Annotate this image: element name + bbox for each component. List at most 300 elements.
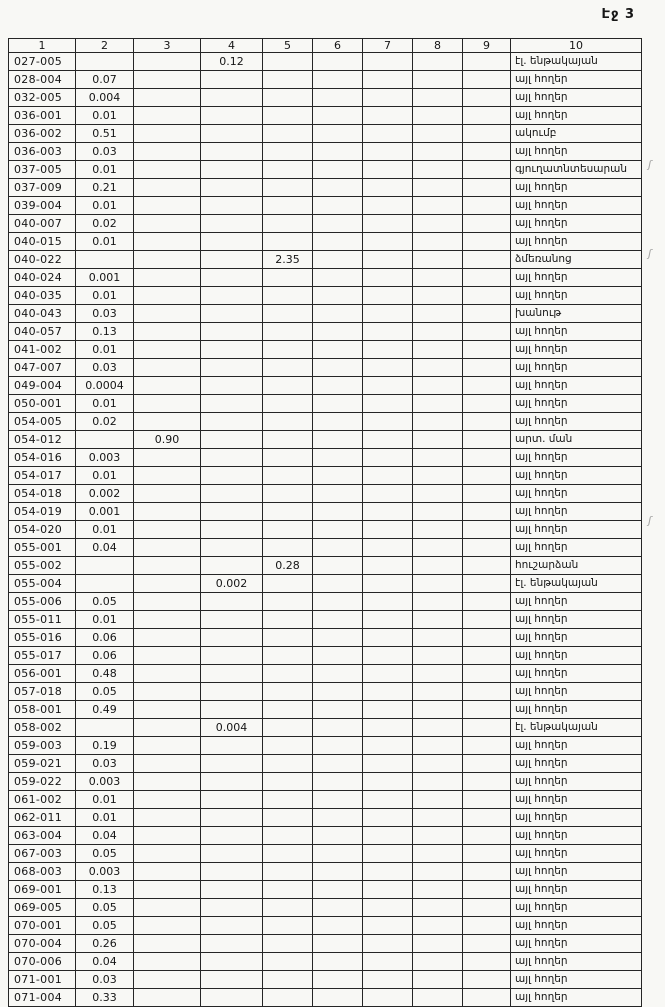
cell-parcel-code: 055-001 bbox=[9, 539, 76, 557]
cell-value bbox=[134, 701, 201, 719]
cell-value bbox=[363, 71, 413, 89]
table-row bbox=[9, 845, 642, 863]
cell-value bbox=[313, 431, 363, 449]
cell-value bbox=[363, 719, 413, 737]
cell-value bbox=[363, 755, 413, 773]
cell-value: 0.06 bbox=[76, 629, 134, 647]
cell-value bbox=[134, 323, 201, 341]
cell-value bbox=[134, 341, 201, 359]
cell-value bbox=[201, 557, 263, 575]
cell-value bbox=[313, 161, 363, 179]
cell-value bbox=[463, 323, 511, 341]
cell-value bbox=[463, 179, 511, 197]
cell-value: 0.003 bbox=[76, 773, 134, 791]
cell-value bbox=[363, 917, 413, 935]
cell-value bbox=[363, 215, 413, 233]
cell-value bbox=[313, 539, 363, 557]
table-row bbox=[9, 251, 642, 269]
cell-parcel-code: 054-005 bbox=[9, 413, 76, 431]
cell-value: 0.003 bbox=[76, 449, 134, 467]
cell-value bbox=[413, 917, 463, 935]
cell-land-use: այլ հողեր bbox=[511, 503, 642, 521]
cell-value bbox=[263, 665, 313, 683]
cell-value: 0.05 bbox=[76, 593, 134, 611]
cell-value bbox=[201, 431, 263, 449]
cell-value bbox=[134, 737, 201, 755]
cell-value: 0.01 bbox=[76, 161, 134, 179]
cell-value bbox=[263, 737, 313, 755]
cell-parcel-code: 059-003 bbox=[9, 737, 76, 755]
cell-value bbox=[201, 233, 263, 251]
cell-value bbox=[313, 377, 363, 395]
cell-value bbox=[413, 143, 463, 161]
cell-value bbox=[263, 125, 313, 143]
cell-value bbox=[313, 953, 363, 971]
cell-parcel-code: 070-004 bbox=[9, 935, 76, 953]
cell-value bbox=[201, 539, 263, 557]
cell-value bbox=[313, 647, 363, 665]
cell-value: 0.03 bbox=[76, 971, 134, 989]
cell-value bbox=[201, 197, 263, 215]
cell-value bbox=[263, 215, 313, 233]
cell-value bbox=[201, 413, 263, 431]
cell-value bbox=[313, 863, 363, 881]
cell-value bbox=[363, 233, 413, 251]
cell-parcel-code: 055-016 bbox=[9, 629, 76, 647]
cell-value bbox=[263, 701, 313, 719]
cell-value bbox=[413, 845, 463, 863]
cell-value bbox=[463, 575, 511, 593]
cell-value bbox=[201, 287, 263, 305]
cell-parcel-code: 054-019 bbox=[9, 503, 76, 521]
cell-land-use: այլ հողեր bbox=[511, 773, 642, 791]
cell-value bbox=[413, 503, 463, 521]
cell-value bbox=[313, 485, 363, 503]
cell-value: 0.01 bbox=[76, 107, 134, 125]
cell-value bbox=[263, 233, 313, 251]
cell-value bbox=[201, 125, 263, 143]
cell-value bbox=[413, 521, 463, 539]
cell-value bbox=[413, 467, 463, 485]
cell-value bbox=[413, 89, 463, 107]
table-row bbox=[9, 359, 642, 377]
table-row bbox=[9, 341, 642, 359]
cell-land-use: այլ հողեր bbox=[511, 341, 642, 359]
cell-value bbox=[363, 413, 413, 431]
cell-value bbox=[413, 935, 463, 953]
cell-value bbox=[201, 485, 263, 503]
cell-value bbox=[263, 935, 313, 953]
table-row bbox=[9, 449, 642, 467]
cell-value bbox=[201, 683, 263, 701]
cell-parcel-code: 055-002 bbox=[9, 557, 76, 575]
cell-value bbox=[201, 269, 263, 287]
cell-parcel-code: 047-007 bbox=[9, 359, 76, 377]
cell-value: 0.21 bbox=[76, 179, 134, 197]
cell-parcel-code: 041-002 bbox=[9, 341, 76, 359]
cell-value: 0.05 bbox=[76, 899, 134, 917]
cell-value bbox=[263, 431, 313, 449]
cell-value bbox=[463, 143, 511, 161]
cell-value bbox=[413, 827, 463, 845]
cell-value bbox=[134, 197, 201, 215]
cell-value bbox=[201, 449, 263, 467]
table-row bbox=[9, 413, 642, 431]
table-row bbox=[9, 233, 642, 251]
cell-value bbox=[463, 359, 511, 377]
cell-value bbox=[263, 179, 313, 197]
table-row bbox=[9, 953, 642, 971]
cell-value bbox=[413, 251, 463, 269]
cell-parcel-code: 040-035 bbox=[9, 287, 76, 305]
table-header-row bbox=[9, 39, 642, 53]
cell-value bbox=[201, 503, 263, 521]
cell-value bbox=[413, 53, 463, 71]
cell-value bbox=[463, 53, 511, 71]
table-row bbox=[9, 107, 642, 125]
cell-value bbox=[313, 935, 363, 953]
cell-value bbox=[363, 557, 413, 575]
cell-parcel-code: 054-020 bbox=[9, 521, 76, 539]
cell-value bbox=[201, 791, 263, 809]
cell-value: 0.02 bbox=[76, 215, 134, 233]
cell-value bbox=[363, 521, 413, 539]
cell-value: 0.002 bbox=[201, 575, 263, 593]
cell-parcel-code: 057-018 bbox=[9, 683, 76, 701]
cell-value bbox=[413, 971, 463, 989]
cell-value bbox=[134, 773, 201, 791]
cell-value bbox=[313, 611, 363, 629]
cell-value bbox=[463, 809, 511, 827]
cell-value: 0.0004 bbox=[76, 377, 134, 395]
column-header-9: 9 bbox=[463, 39, 511, 53]
cell-value bbox=[134, 629, 201, 647]
cell-value bbox=[413, 863, 463, 881]
cell-value bbox=[463, 665, 511, 683]
cell-value bbox=[263, 269, 313, 287]
cell-land-use: այլ հողեր bbox=[511, 215, 642, 233]
cell-value bbox=[201, 467, 263, 485]
cell-value: 0.001 bbox=[76, 503, 134, 521]
cell-value bbox=[463, 539, 511, 557]
cell-value bbox=[463, 845, 511, 863]
cell-value bbox=[201, 989, 263, 1007]
cell-value: 0.90 bbox=[134, 431, 201, 449]
cell-value bbox=[134, 539, 201, 557]
cell-value bbox=[134, 881, 201, 899]
cell-value bbox=[134, 71, 201, 89]
cell-value: 0.03 bbox=[76, 305, 134, 323]
cell-value bbox=[134, 53, 201, 71]
cell-value bbox=[463, 683, 511, 701]
cell-value bbox=[463, 413, 511, 431]
cell-value bbox=[363, 539, 413, 557]
cell-value bbox=[413, 899, 463, 917]
cell-parcel-code: 071-001 bbox=[9, 971, 76, 989]
cell-land-use: այլ հողեր bbox=[511, 107, 642, 125]
cell-value bbox=[413, 71, 463, 89]
cell-value bbox=[313, 395, 363, 413]
cell-value bbox=[313, 413, 363, 431]
cell-value bbox=[201, 593, 263, 611]
cell-value bbox=[413, 557, 463, 575]
cell-value bbox=[313, 557, 363, 575]
table-row bbox=[9, 89, 642, 107]
cell-value bbox=[263, 755, 313, 773]
cell-value bbox=[76, 251, 134, 269]
cell-value bbox=[263, 413, 313, 431]
table-row bbox=[9, 377, 642, 395]
cell-land-use: այլ հողեր bbox=[511, 467, 642, 485]
cell-value bbox=[363, 485, 413, 503]
cell-value bbox=[463, 341, 511, 359]
cell-value bbox=[313, 593, 363, 611]
cell-value bbox=[463, 737, 511, 755]
cell-value bbox=[363, 359, 413, 377]
column-header-8: 8 bbox=[413, 39, 463, 53]
cell-value bbox=[263, 503, 313, 521]
cell-parcel-code: 040-043 bbox=[9, 305, 76, 323]
cell-value bbox=[201, 359, 263, 377]
cell-value bbox=[313, 305, 363, 323]
cell-value bbox=[201, 377, 263, 395]
cell-value bbox=[363, 107, 413, 125]
cell-value bbox=[363, 305, 413, 323]
table-row bbox=[9, 971, 642, 989]
cell-value bbox=[363, 953, 413, 971]
cell-parcel-code: 070-001 bbox=[9, 917, 76, 935]
table-row bbox=[9, 917, 642, 935]
cell-land-use: այլ հողեր bbox=[511, 593, 642, 611]
cell-value bbox=[413, 665, 463, 683]
cell-parcel-code: 040-015 bbox=[9, 233, 76, 251]
cell-value: 0.05 bbox=[76, 683, 134, 701]
cell-value bbox=[134, 935, 201, 953]
cell-value bbox=[201, 773, 263, 791]
cell-value bbox=[263, 845, 313, 863]
cell-value bbox=[313, 341, 363, 359]
cell-value: 0.26 bbox=[76, 935, 134, 953]
cell-value bbox=[313, 629, 363, 647]
cell-value bbox=[134, 449, 201, 467]
table-row bbox=[9, 521, 642, 539]
table-row bbox=[9, 269, 642, 287]
cell-land-use: ձմեռանոց bbox=[511, 251, 642, 269]
cell-value bbox=[263, 827, 313, 845]
cell-value: 0.004 bbox=[201, 719, 263, 737]
table-row bbox=[9, 665, 642, 683]
cell-value bbox=[363, 395, 413, 413]
table-row bbox=[9, 737, 642, 755]
cell-value bbox=[363, 53, 413, 71]
cell-value: 0.03 bbox=[76, 755, 134, 773]
cell-value bbox=[76, 719, 134, 737]
cell-value bbox=[413, 683, 463, 701]
cell-value: 0.33 bbox=[76, 989, 134, 1007]
cell-value bbox=[363, 899, 413, 917]
cell-value bbox=[201, 755, 263, 773]
cell-value bbox=[201, 521, 263, 539]
cell-value bbox=[201, 305, 263, 323]
cell-value bbox=[263, 341, 313, 359]
cell-value bbox=[201, 323, 263, 341]
cell-value bbox=[263, 323, 313, 341]
cell-value bbox=[263, 521, 313, 539]
cell-land-use: այլ հողեր bbox=[511, 71, 642, 89]
cell-value bbox=[413, 125, 463, 143]
cell-parcel-code: 069-001 bbox=[9, 881, 76, 899]
cell-parcel-code: 058-001 bbox=[9, 701, 76, 719]
cell-parcel-code: 039-004 bbox=[9, 197, 76, 215]
cell-value bbox=[313, 287, 363, 305]
cell-value bbox=[413, 287, 463, 305]
cell-value: 0.07 bbox=[76, 71, 134, 89]
cell-value bbox=[313, 683, 363, 701]
cell-value bbox=[201, 179, 263, 197]
cell-value bbox=[363, 665, 413, 683]
cell-value bbox=[313, 917, 363, 935]
cell-parcel-code: 054-018 bbox=[9, 485, 76, 503]
table-row bbox=[9, 719, 642, 737]
table-row bbox=[9, 557, 642, 575]
cell-value bbox=[363, 251, 413, 269]
table-row bbox=[9, 503, 642, 521]
cell-land-use: այլ հողեր bbox=[511, 737, 642, 755]
cell-value bbox=[413, 611, 463, 629]
table-row bbox=[9, 485, 642, 503]
cell-value bbox=[263, 197, 313, 215]
cell-value bbox=[263, 683, 313, 701]
cell-parcel-code: 069-005 bbox=[9, 899, 76, 917]
cell-value bbox=[463, 881, 511, 899]
cell-value bbox=[463, 593, 511, 611]
cell-value bbox=[313, 521, 363, 539]
cell-value bbox=[263, 161, 313, 179]
cell-value: 0.01 bbox=[76, 233, 134, 251]
cell-value bbox=[413, 755, 463, 773]
cell-value bbox=[463, 503, 511, 521]
cell-value bbox=[134, 845, 201, 863]
cell-value bbox=[134, 683, 201, 701]
table-row bbox=[9, 179, 642, 197]
cell-value bbox=[463, 125, 511, 143]
cell-value bbox=[313, 449, 363, 467]
cell-value bbox=[134, 125, 201, 143]
cell-value bbox=[363, 737, 413, 755]
cell-value bbox=[413, 737, 463, 755]
cell-value bbox=[263, 71, 313, 89]
cell-value bbox=[463, 899, 511, 917]
cell-parcel-code: 054-012 bbox=[9, 431, 76, 449]
cell-value: 0.002 bbox=[76, 485, 134, 503]
table-row bbox=[9, 791, 642, 809]
cell-parcel-code: 040-022 bbox=[9, 251, 76, 269]
cell-value bbox=[363, 845, 413, 863]
cell-parcel-code: 027-005 bbox=[9, 53, 76, 71]
cell-value bbox=[363, 773, 413, 791]
cell-value bbox=[263, 485, 313, 503]
cell-value bbox=[313, 881, 363, 899]
cell-value bbox=[134, 395, 201, 413]
cell-value bbox=[201, 971, 263, 989]
cell-land-use: այլ հողեր bbox=[511, 413, 642, 431]
table-row bbox=[9, 143, 642, 161]
cell-value bbox=[134, 557, 201, 575]
cell-value bbox=[363, 323, 413, 341]
cell-value: 0.03 bbox=[76, 143, 134, 161]
cell-parcel-code: 061-002 bbox=[9, 791, 76, 809]
cell-value bbox=[463, 89, 511, 107]
cell-value bbox=[313, 827, 363, 845]
cell-parcel-code: 055-011 bbox=[9, 611, 76, 629]
cell-value bbox=[134, 89, 201, 107]
cell-value bbox=[463, 647, 511, 665]
cell-value bbox=[413, 269, 463, 287]
cell-value bbox=[363, 269, 413, 287]
cell-value: 0.01 bbox=[76, 809, 134, 827]
cell-land-use: այլ հողեր bbox=[511, 989, 642, 1007]
cell-value bbox=[463, 233, 511, 251]
cell-value bbox=[313, 233, 363, 251]
cell-value bbox=[363, 287, 413, 305]
cell-value bbox=[134, 647, 201, 665]
cell-value bbox=[201, 215, 263, 233]
cell-value bbox=[363, 647, 413, 665]
cell-land-use: այլ հողեր bbox=[511, 809, 642, 827]
cell-value bbox=[413, 953, 463, 971]
cell-parcel-code: 056-001 bbox=[9, 665, 76, 683]
cell-value bbox=[201, 395, 263, 413]
cell-value: 0.13 bbox=[76, 323, 134, 341]
cell-value bbox=[263, 539, 313, 557]
cell-value: 0.04 bbox=[76, 953, 134, 971]
table-row bbox=[9, 215, 642, 233]
cell-value bbox=[363, 431, 413, 449]
cell-value bbox=[413, 539, 463, 557]
cell-value bbox=[313, 143, 363, 161]
cell-value bbox=[463, 485, 511, 503]
table-row bbox=[9, 125, 642, 143]
cell-value bbox=[134, 215, 201, 233]
cell-parcel-code: 040-057 bbox=[9, 323, 76, 341]
cell-value bbox=[263, 773, 313, 791]
cell-value bbox=[263, 593, 313, 611]
cell-value bbox=[313, 269, 363, 287]
cell-value: 0.49 bbox=[76, 701, 134, 719]
cell-land-use: հուշարձան bbox=[511, 557, 642, 575]
cell-value bbox=[413, 323, 463, 341]
cell-value bbox=[313, 71, 363, 89]
cell-value bbox=[263, 791, 313, 809]
cell-value bbox=[463, 71, 511, 89]
cell-value bbox=[263, 53, 313, 71]
cell-value bbox=[413, 359, 463, 377]
cell-value bbox=[363, 611, 413, 629]
cell-parcel-code: 036-001 bbox=[9, 107, 76, 125]
cell-value bbox=[313, 755, 363, 773]
cell-value bbox=[413, 341, 463, 359]
cell-value bbox=[463, 755, 511, 773]
cell-parcel-code: 059-022 bbox=[9, 773, 76, 791]
margin-mark: ʃ bbox=[648, 158, 652, 171]
cell-value bbox=[263, 395, 313, 413]
cell-value bbox=[263, 449, 313, 467]
cell-value bbox=[263, 809, 313, 827]
cell-value bbox=[463, 305, 511, 323]
cell-value bbox=[201, 341, 263, 359]
cell-land-use: այլ հողեր bbox=[511, 629, 642, 647]
cell-value bbox=[313, 575, 363, 593]
